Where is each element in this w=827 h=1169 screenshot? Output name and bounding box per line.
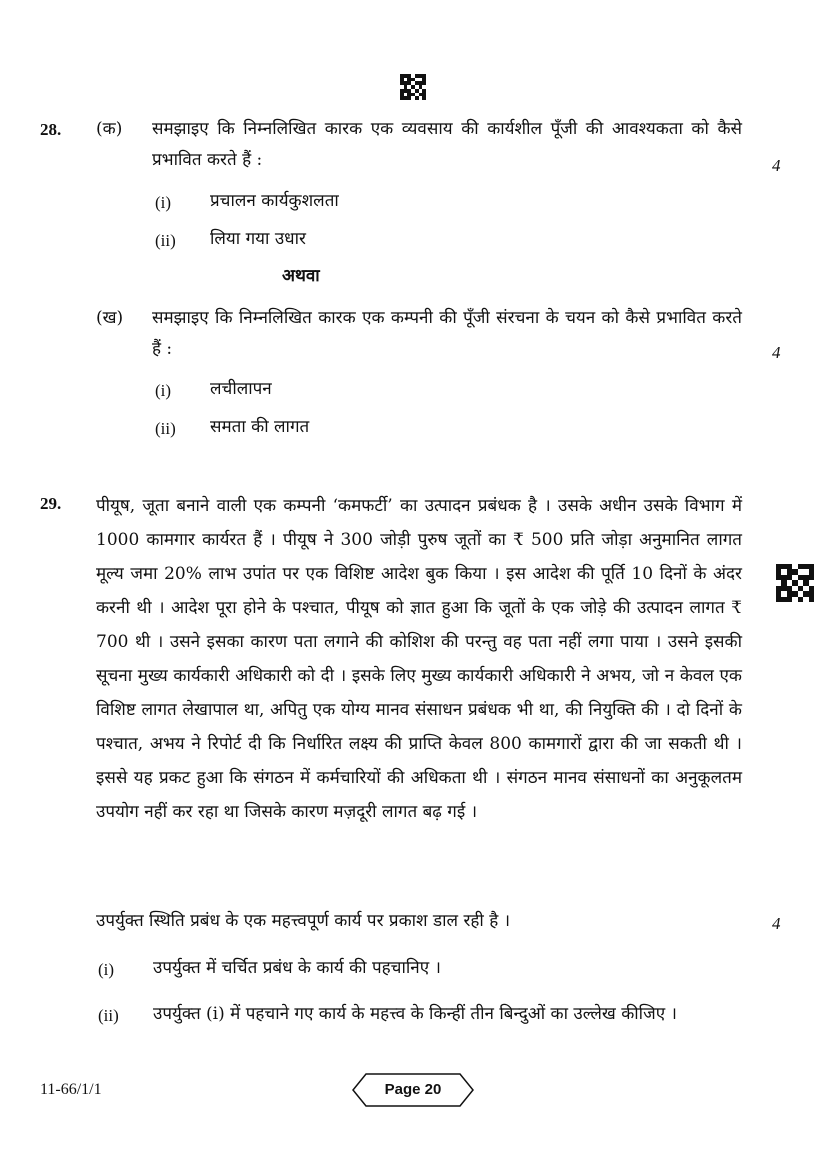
q28-a-item-1-num: (i) xyxy=(155,193,172,212)
page-number-label: Page 20 xyxy=(384,1081,442,1098)
q28-part-a-text: समझाइए कि निम्नलिखित कारक एक व्यवसाय की कार्यशील पूँजी की आवश्यकता को कैसे प्रभावित करते हैं : xyxy=(152,119,742,170)
q28-b-item-1-text: लचीलापन xyxy=(210,379,272,399)
q28-b-item-1-num: (i) xyxy=(155,381,172,400)
q28-a-item-2-num: (ii) xyxy=(155,231,176,250)
q28-a-item-1-text: प्रचालन कार्यकुशलता xyxy=(210,191,339,211)
q29-statement: उपर्युक्त स्थिति प्रबंध के एक महत्त्वपूर्ण कार्य पर प्रकाश डाल रही है । xyxy=(96,911,511,931)
or-separator: अथवा xyxy=(282,266,320,286)
q28-b-item-2-text: समता की लागत xyxy=(210,417,310,437)
q29-item-2-num: (ii) xyxy=(98,1006,119,1025)
q29-marks: 4 xyxy=(772,914,781,933)
q28-part-b-text: समझाइए कि निम्नलिखित कारक एक कम्पनी की पूँजी संरचना के चयन को कैसे प्रभावित करते हैं : xyxy=(152,308,742,359)
q28-part-b-label: (ख) xyxy=(96,308,124,328)
q28-b-item-2-num: (ii) xyxy=(155,419,176,438)
q29-item-1-text: उपर्युक्त में चर्चित प्रबंध के कार्य की पहचानिए । xyxy=(153,958,441,978)
page-number-badge xyxy=(352,1073,474,1107)
q28-part-a-label: (क) xyxy=(96,119,123,139)
question-28-number: 28. xyxy=(40,120,62,139)
question-29-number: 29. xyxy=(40,494,62,513)
q28-a-item-2-text: लिया गया उधार xyxy=(210,229,306,249)
qr-code-icon xyxy=(400,74,426,100)
side-qr-code-icon xyxy=(776,564,814,602)
paper-code: 11-66/1/1 xyxy=(40,1081,102,1098)
q29-item-2-text: उपर्युक्त (i) में पहचाने गए कार्य के महत्त्व के किन्हीं तीन बिन्दुओं का उल्लेख कीजिए । xyxy=(153,1004,677,1024)
q28-part-b-marks: 4 xyxy=(772,343,781,362)
q29-paragraph: पीयूष, जूता बनाने वाली एक कम्पनी ‘कमफर्टी’ का उत्पादन प्रबंधक है । उसके अधीन उसके विभाग में 1000 कामगार कार्यरत हैं । पीयूष ने 300 जोड़ी पुरुष जूतों का ₹ 500 प्रति जोड़ा अनुमानित लागत मूल्य जमा 20% लाभ उपांत पर एक विशिष्ट आदेश बुक किया । इस आदेश की पूर्ति 10 दिनों के अंदर करनी थी । आदेश पूरा होने के पश्चात, पीयूष को ज्ञात हुआ कि जूतों के एक जोड़े की उत्पादन लागत ₹ 700 थी । उसने इसका कारण पता लगाने की कोशिश की परन्तु वह पता नहीं लगा पाया । उसने इसकी सूचना मुख्य कार्यकारी अधिकारी को दी । इसके लिए मुख्य कार्यकारी अधिकारी ने अभय, जो न केवल एक विशिष्ट लागत लेखापाल था, अपितु एक योग्य मानव संसाधन प्रबंधक भी था, की नियुक्ति की । दो दिनों के पश्चात, अभय ने रिपोर्ट दी कि निर्धारित लक्ष्य की प्राप्ति केवल 800 कामगारों द्वारा की जा सकती थी । इससे यह प्रकट हुआ कि संगठन में कर्मचारियों की अधिकता थी । संगठन मानव संसाधनों का अनुकूलतम उपयोग नहीं कर रहा था जिसके कारण मज़दूरी लागत बढ़ गई । xyxy=(96,496,742,822)
q28-part-a-marks: 4 xyxy=(772,156,781,175)
q29-item-1-num: (i) xyxy=(98,960,115,979)
